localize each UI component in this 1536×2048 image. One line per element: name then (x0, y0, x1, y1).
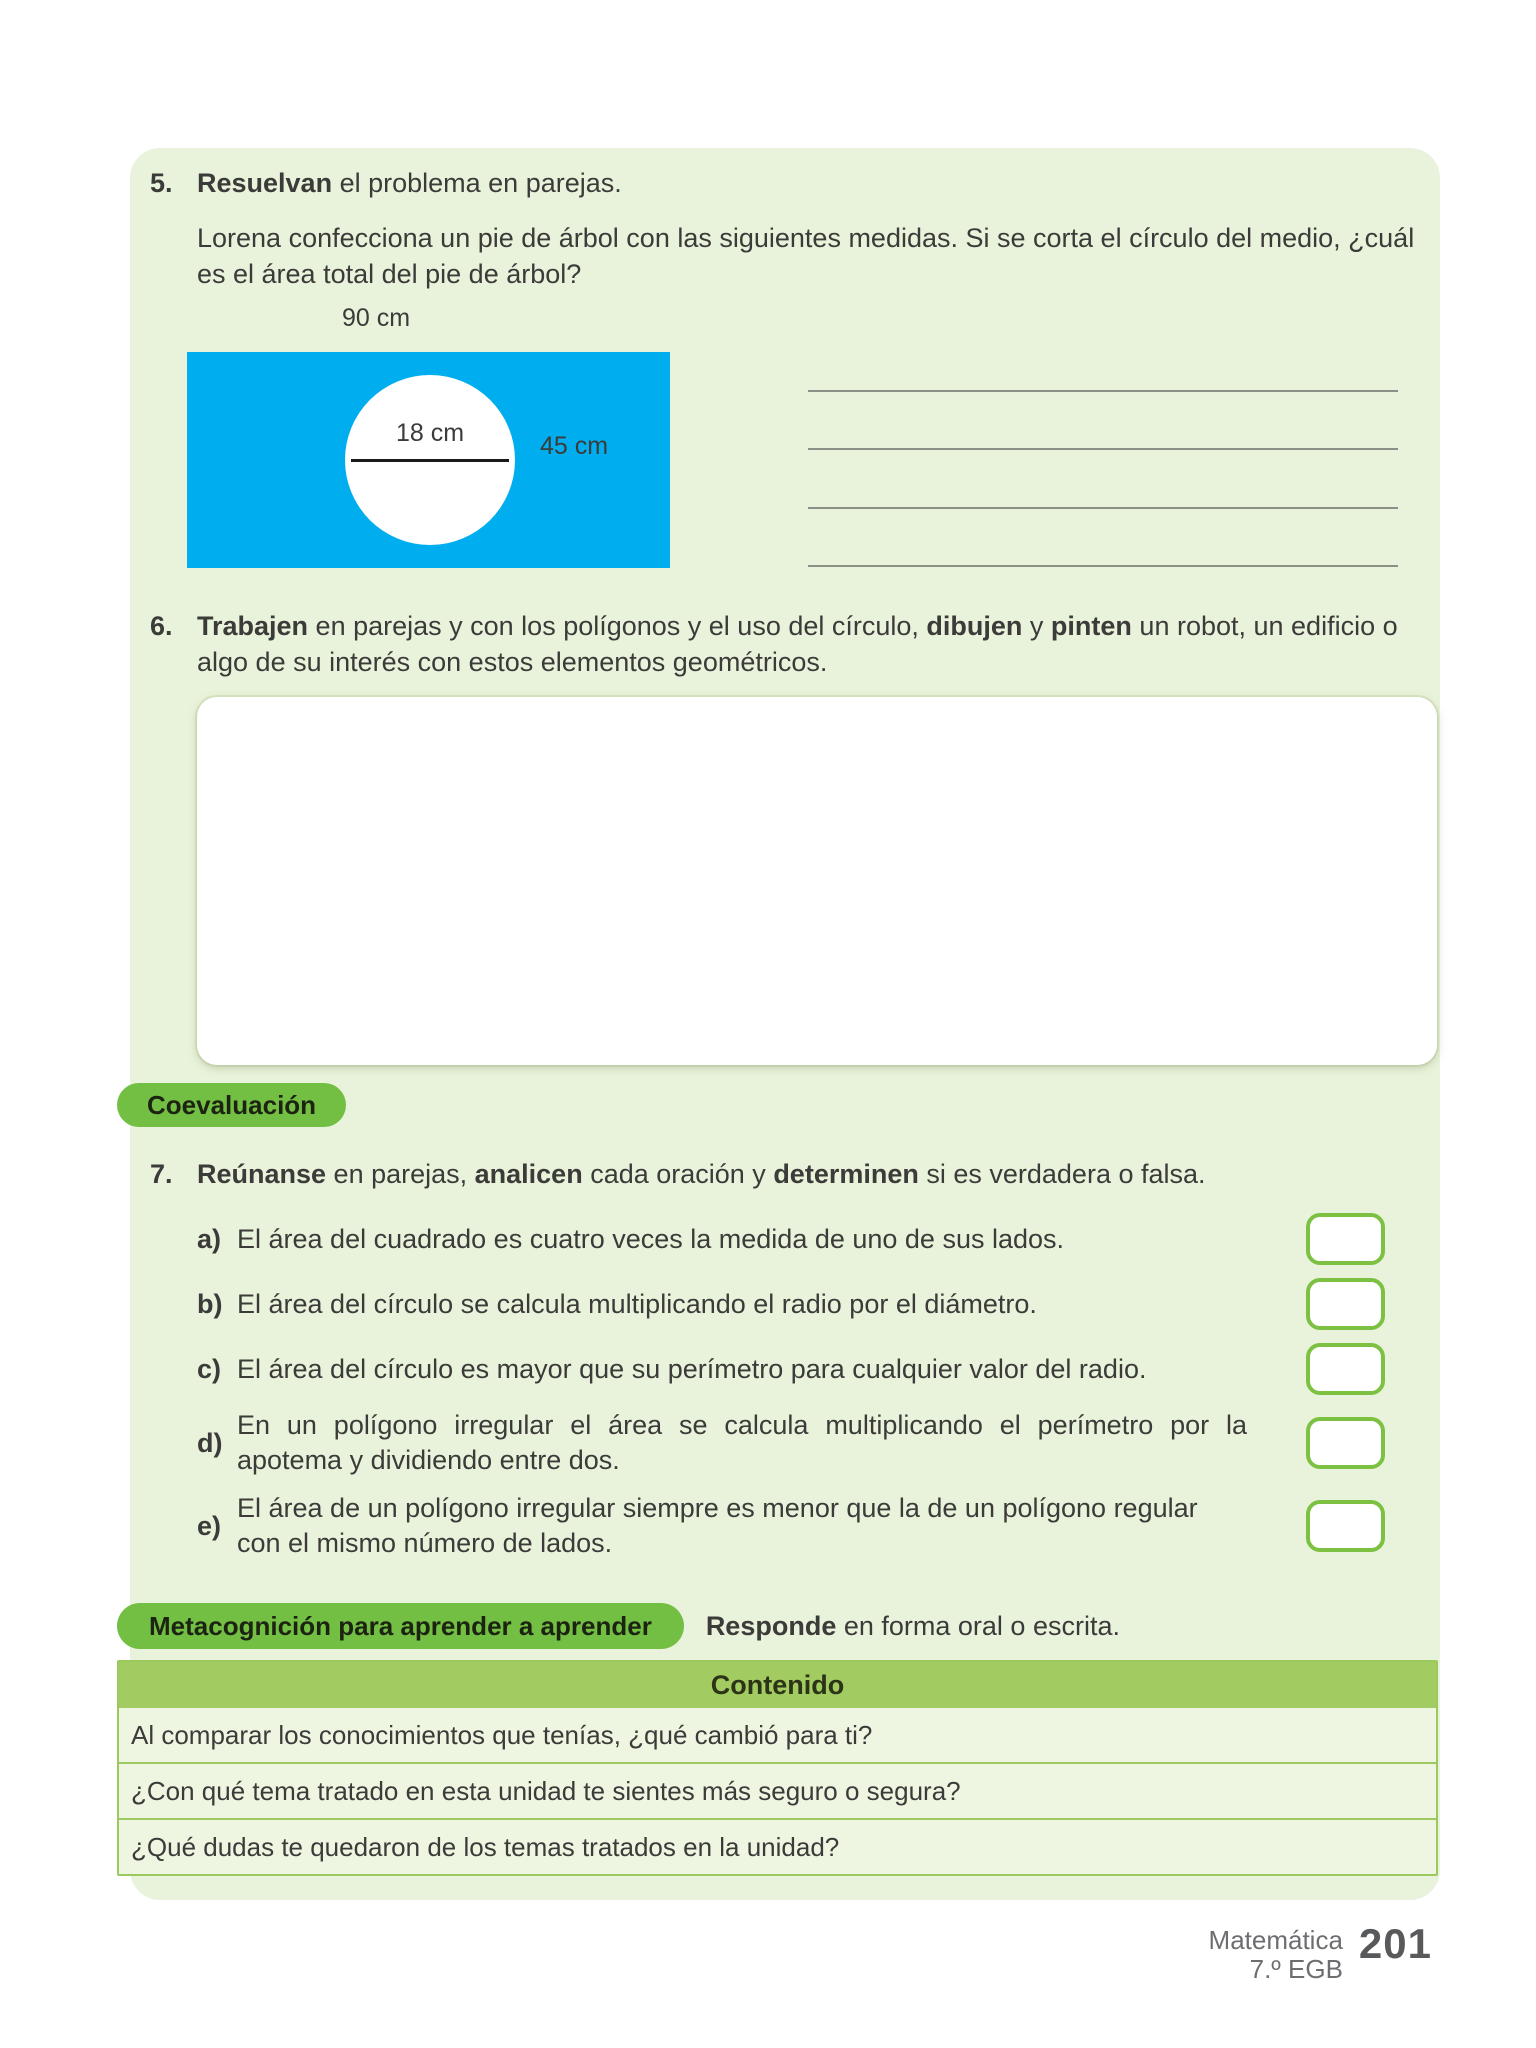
metacognition-verb: Responde (705, 1610, 837, 1641)
table-row: Al comparar los conocimientos que tenías, ¿qué cambió para ti? (119, 1708, 1436, 1762)
footer-course (1209, 1926, 1343, 1984)
item-label: e) (197, 1510, 222, 1541)
item-text: El área del círculo es mayor que su perímetro para cualquier valor del radio. (237, 1353, 1147, 1384)
figure-cutout-circle (345, 375, 515, 545)
exercise-6-verb-1: Trabajen (197, 611, 309, 641)
exercise-7-verb-3: determinen (773, 1159, 919, 1189)
exercise-6-text-3: un robot, un edificio o algo de su interés con estos elementos geométricos. (197, 611, 1398, 677)
list-item (130, 1491, 1440, 1561)
true-false-list (130, 1213, 1440, 1574)
item-label: a) (197, 1223, 222, 1254)
exercise-6-verb-2: dibujen (926, 611, 1023, 641)
item-text: El área de un polígono irregular siempre es menor que la de un polígono regular con el mismo número de lados. (237, 1493, 1198, 1558)
item-label: b) (197, 1288, 223, 1319)
exercise-6-text-2: y (1022, 611, 1051, 641)
answer-checkbox[interactable] (1306, 1500, 1385, 1552)
page-number: 201 (1358, 1920, 1432, 1967)
answer-checkbox[interactable] (1306, 1213, 1385, 1265)
exercise-6-verb-3: pinten (1050, 611, 1132, 641)
coevaluacion-badge: Coevaluación (117, 1083, 346, 1127)
exercise-7-text-2: cada oración y (582, 1159, 774, 1189)
answer-line[interactable] (808, 507, 1398, 509)
item-label: d) (197, 1427, 223, 1458)
exercise-5-verb: Resuelvan (197, 168, 333, 198)
metacognition-instruction (706, 1611, 1120, 1642)
exercise-7-text-3: si es verdadera o falsa. (918, 1159, 1206, 1189)
answer-line[interactable] (808, 448, 1398, 450)
metacognition-row (117, 1603, 1120, 1649)
exercise-6-text-1: en parejas y con los polígonos y el uso del círculo, (308, 611, 927, 641)
drawing-area[interactable] (197, 697, 1437, 1065)
list-item (130, 1278, 1440, 1330)
answer-line[interactable] (808, 390, 1398, 392)
figure-width-label: 90 cm (341, 304, 411, 332)
table-row: ¿Con qué tema tratado en esta unidad te sientes más seguro o segura? (119, 1762, 1436, 1818)
figure-diameter-label: 18 cm (395, 419, 465, 447)
exercise-5-number: 5. (150, 168, 173, 198)
item-text: El área del cuadrado es cuatro veces la medida de uno de sus lados. (237, 1223, 1065, 1254)
page-footer (1209, 1922, 1432, 1984)
footer-grade: 7.º EGB (1249, 1954, 1343, 1984)
exercise-6-number: 6. (150, 611, 173, 641)
list-item (130, 1408, 1440, 1478)
exercise-6-heading (150, 608, 1445, 680)
item-text: El área del círculo se calcula multiplicando el radio por el diámetro. (237, 1288, 1037, 1319)
answer-line[interactable] (808, 565, 1398, 567)
answer-checkbox[interactable] (1306, 1343, 1385, 1395)
figure-height-label: 45 cm (540, 432, 609, 460)
exercise-7-heading (150, 1156, 1445, 1192)
list-item (130, 1343, 1440, 1395)
answer-checkbox[interactable] (1306, 1417, 1385, 1469)
footer-subject: Matemática (1208, 1925, 1343, 1955)
table-row: ¿Qué dudas te quedaron de los temas tratados en la unidad? (119, 1818, 1436, 1874)
item-text: En un polígono irregular el área se calcula multiplicando el perímetro por la apotema y dividiendo entre dos. (237, 1410, 1247, 1475)
list-item (130, 1213, 1440, 1265)
content-table (117, 1660, 1438, 1876)
figure-diameter-line (351, 459, 509, 462)
exercise-5-instruction: el problema en parejas. (332, 168, 622, 198)
metacognition-text: en forma oral o escrita. (836, 1610, 1120, 1641)
exercise-6-instruction (197, 608, 1445, 680)
answer-checkbox[interactable] (1306, 1278, 1385, 1330)
exercise-7-number: 7. (150, 1159, 173, 1189)
table-header: Contenido (119, 1662, 1436, 1708)
exercise-7-verb-2: analicen (474, 1159, 583, 1189)
exercise-7-instruction (197, 1156, 1206, 1192)
exercise-7-verb-1: Reúnanse (197, 1159, 327, 1189)
item-label: c) (197, 1353, 222, 1384)
exercise-5-problem-text: Lorena confecciona un pie de árbol con las siguientes medidas. Si se corta el círculo del medio, ¿cuál es el área total del pie de árbol? (197, 223, 1415, 289)
metacognition-badge: Metacognición para aprender a aprender (117, 1603, 684, 1649)
exercise-7-text-1: en parejas, (326, 1159, 475, 1189)
exercise-5-heading (150, 166, 622, 200)
exercise-panel (130, 148, 1440, 1900)
